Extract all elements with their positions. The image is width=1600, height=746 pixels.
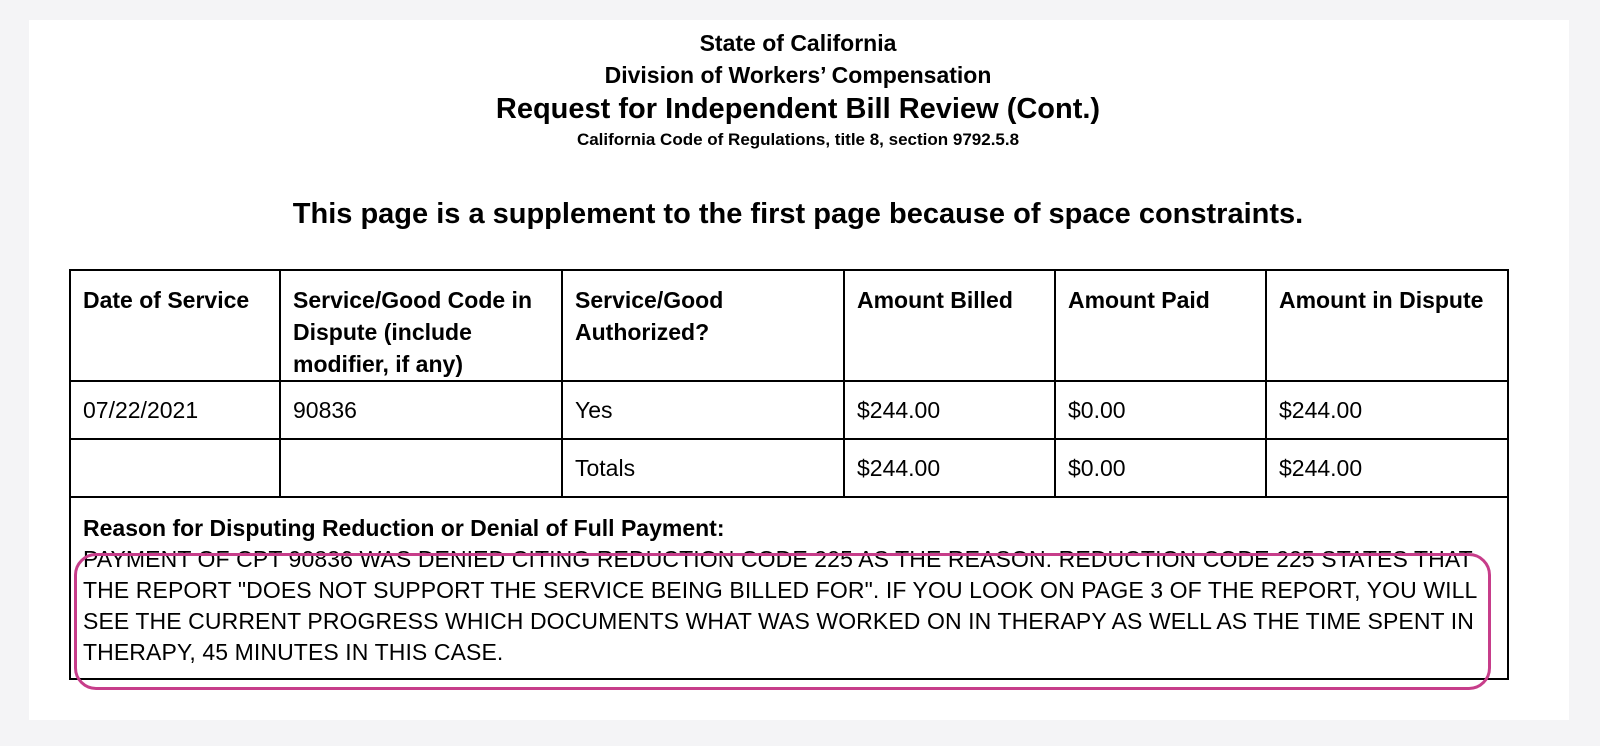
cell-dispute: $244.00 (1266, 381, 1508, 439)
reason-cell (70, 497, 1508, 679)
col-date-of-service: Date of Service (70, 270, 280, 381)
reason-label: Reason for Disputing Reduction or Denial of Full Payment: (83, 515, 725, 541)
dispute-table (69, 269, 1509, 680)
regulation-citation: California Code of Regulations, title 8, section 9792.5.8 (576, 130, 1020, 149)
table-row (70, 381, 1508, 439)
col-service-code: Service/Good Code in Dispute (include modifier, if any) (280, 270, 562, 381)
total-paid: $0.00 (1055, 439, 1266, 497)
form-header (0, 27, 1596, 153)
cell-empty (280, 439, 562, 497)
division-name: Division of Workers’ Compensation (604, 62, 992, 88)
form-title: Request for Independent Bill Review (Cont.) (495, 93, 1101, 125)
totals-row (70, 439, 1508, 497)
supplement-note: This page is a supplement to the first page because of space constraints. (292, 198, 1304, 230)
table-header-row (70, 270, 1508, 381)
state-name: State of California (699, 30, 897, 56)
col-authorized: Service/Good Authorized? (562, 270, 844, 381)
total-billed: $244.00 (844, 439, 1055, 497)
cell-date: 07/22/2021 (70, 381, 280, 439)
cell-authorized: Yes (562, 381, 844, 439)
cell-empty (70, 439, 280, 497)
cell-billed: $244.00 (844, 381, 1055, 439)
cell-service-code: 90836 (280, 381, 562, 439)
col-amount-billed: Amount Billed (844, 270, 1055, 381)
col-amount-in-dispute: Amount in Dispute (1266, 270, 1508, 381)
total-dispute: $244.00 (1266, 439, 1508, 497)
cell-paid: $0.00 (1055, 381, 1266, 439)
reason-row (70, 497, 1508, 679)
reason-text: PAYMENT OF CPT 90836 WAS DENIED CITING REDUCTION CODE 225 AS THE REASON. REDUCTION CODE 225 STATES THAT THE REPORT "DOES NOT SUPPORT THE SERVICE BEING BILLED FOR". IF YOU LOOK ON PAGE 3 OF THE REPORT, YOU WILL SEE THE CURRENT PROGRESS WHICH DOCUMENTS WHAT WAS WORKED ON IN THERAPY AS WELL AS THE TIME SPENT IN THERAPY, 45 MINUTES IN THIS CASE. (83, 546, 1477, 665)
totals-label: Totals (562, 439, 844, 497)
col-amount-paid: Amount Paid (1055, 270, 1266, 381)
